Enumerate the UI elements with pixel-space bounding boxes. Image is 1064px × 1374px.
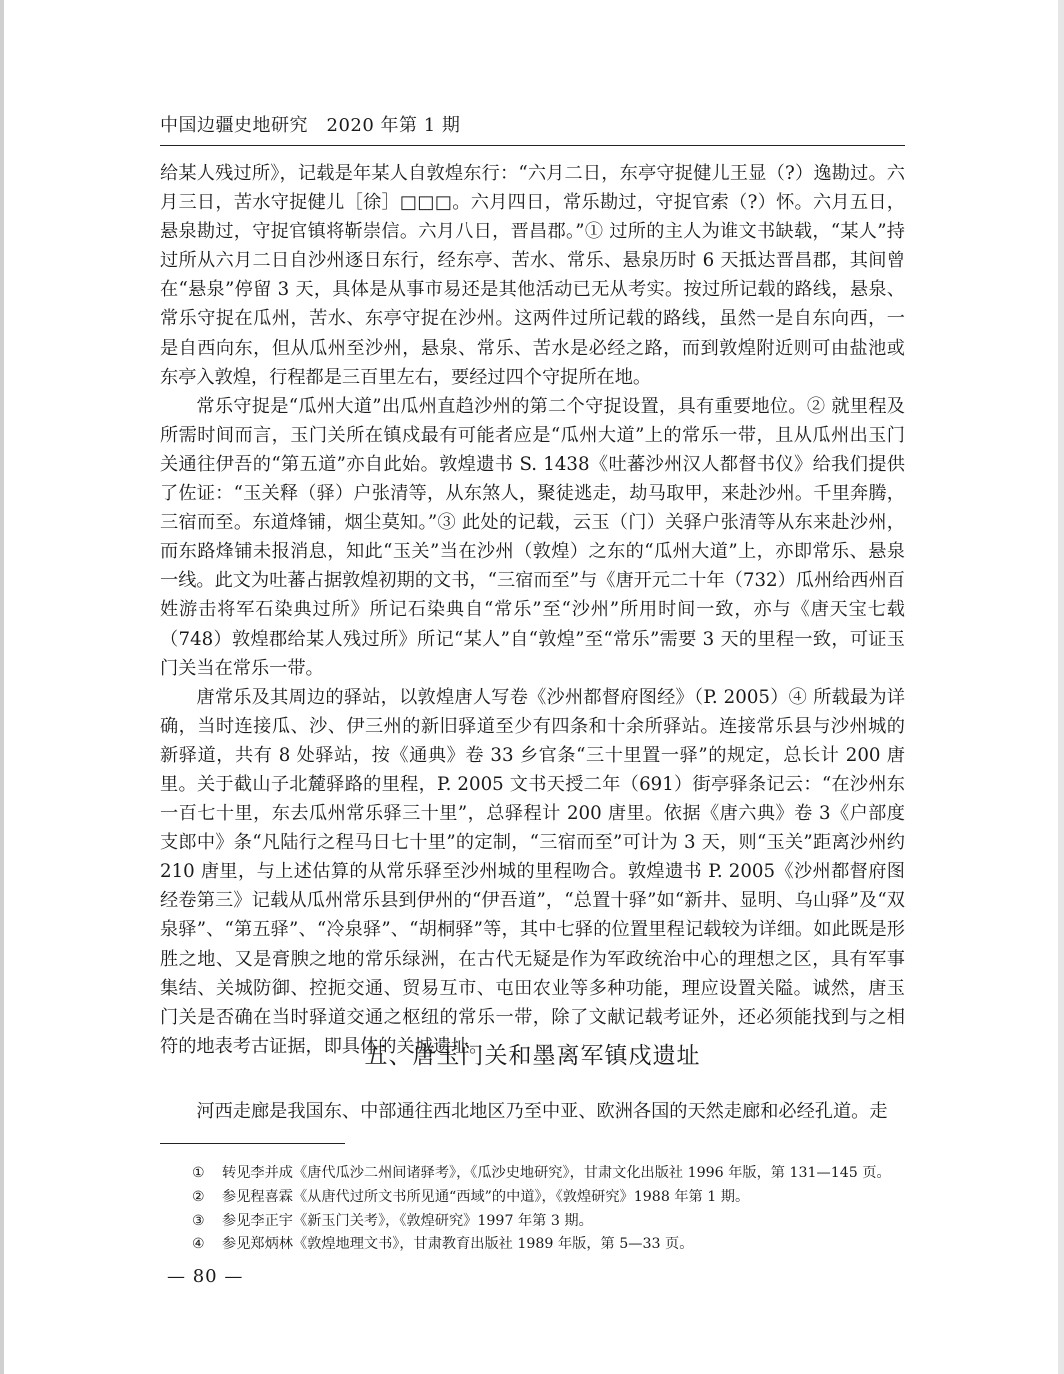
footnote-text: 参见郑炳林《敦煌地理文书》，甘肃教育出版社 1989 年版，第 5—33 页。 — [222, 1236, 694, 1253]
footnote-mark: ① — [192, 1165, 205, 1181]
section-first-paragraph: 河西走廊是我国东、中部通往西北地区乃至中亚、欧洲各国的天然走廊和必经孔道。走 — [196, 1101, 888, 1122]
footnote-mark: ② — [192, 1188, 205, 1205]
footnote-text: 转见李并成《唐代瓜沙二州间诸驿考》，《瓜沙史地研究》，甘肃文化出版社 1996 年版，第 131—145 页。 — [222, 1165, 891, 1181]
running-head: 中国边疆史地研究 2020 年第 1 期 — [160, 115, 461, 136]
page-right-edge — [1058, 0, 1064, 1374]
page-left-edge — [0, 0, 4, 1374]
body-text — [160, 159, 905, 1061]
paragraph-1: 给某人残过所》，记载是年某人自敦煌东行：“六月二日，东亭守捉健儿王显（?）逸勘过。六月三日，苦水守捉健儿［徐］□□□。六月四日，常乐勘过，守捉官索（?）怀。六月五日，悬泉勘过，守捉官镇将靳崇信。六月八日，晋昌郡。”① 过所的主人为谁文书缺载，“某人”持过所从六月二日自沙州逐日东行，经东亭、苦水、常乐、悬泉历时 6 天抵达晋昌郡，其间曾在“悬泉”停留 3 天，具体是从事市易还是其他活动已无从考实。按过所记载的路线，悬泉、常乐守捉在瓜州，苦水、东亭守捉在沙州。这两件过所记载的路线，虽然一是自东向西，一是自西向东，但从瓜州至沙州，悬泉、常乐、苦水是必经之路，而到敦煌附近则可由盐池或东亭入敦煌，行程都是三百里左右，要经过四个守捉所在地。 — [160, 163, 905, 388]
footnote-text: 参见李正宇《新玉门关考》，《敦煌研究》1997 年第 3 期。 — [222, 1212, 593, 1229]
footnote-mark: ③ — [192, 1212, 205, 1229]
paragraph-3: 唐常乐及其周边的驿站，以敦煌唐人写卷《沙州都督府图经》（P. 2005）④ 所载最为详确，当时连接瓜、沙、伊三州的新旧驿道至少有四条和十余所驿站。连接常乐县与沙州城的新驿道，共有 8 处驿站，按《通典》卷 33 乡官条“三十里置一驿”的规定，总长计 200 唐里。关于截山子北麓驿路的里程，P. 2005 文书天授二年（691）街亭驿条记云：“在沙州东一百七十里，东去瓜州常乐驿三十里”，总驿程计 200 唐里。依据《唐六典》卷 3《户部度支郎中》条“凡陆行之程马日七十里”的定制，“三宿而至”可计为 3 天，则“玉关”距离沙州约 210 唐里，与上述估算的从常乐驿至沙州城的里程吻合。敦煌遗书 P. 2005《沙州都督府图经卷第三》记载从瓜州常乐县到伊州的“伊吾道”，“总置十驿”如“新井、显明、乌山驿”及“双泉驿”、“第五驿”、“冷泉驿”、“胡桐驿”等，其中七驿的位置里程记载较为详细。如此既是形胜之地、又是膏腴之地的常乐绿洲，在古代无疑是作为军政统治中心的理想之区，具有军事集结、关城防御、控扼交通、贸易互市、屯田农业等多种功能，理应设置关隘。诚然，唐玉门关是否确在当时驿道交通之枢纽的常乐一带，除了文献记载考证外，还必须能找到与之相符的地表考古证据，即具体的关城遗址。 — [160, 686, 905, 1057]
header-rule — [160, 145, 905, 146]
section-heading: 五、唐玉门关和墨离军镇戍遗址 — [364, 1043, 701, 1069]
footnote-mark: ④ — [192, 1236, 205, 1253]
footnotes — [192, 1162, 905, 1257]
footnote-text: 参见程喜霖《从唐代过所文书所见通“西域”的中道》，《敦煌研究》1988 年第 1 期。 — [222, 1188, 750, 1205]
footnote-rule — [160, 1143, 345, 1144]
footnote-3 — [192, 1210, 905, 1234]
footnote-1 — [192, 1162, 905, 1186]
page-number: — 80 — — [167, 1266, 244, 1287]
paragraph-2: 常乐守捉是“瓜州大道”出瓜州直趋沙州的第二个守捉设置，具有重要地位。② 就里程及所需时间而言，玉门关所在镇戍最有可能者应是“瓜州大道”上的常乐一带，且从瓜州出玉门关通往伊吾的“第五道”亦自此始。敦煌遗书 S. 1438《吐蕃沙州汉人都督书仪》给我们提供了佐证：“玉关释（驿）户张清等，从东煞人，聚徒逃走，劫马取甲，来赴沙州。千里奔腾，三宿而至。东道烽铺，烟尘莫知。”③ 此处的记载，云玉（门）关驿户张清等从东来赴沙州，而东路烽铺未报消息，知此“玉关”当在沙州（敦煌）之东的“瓜州大道”上，亦即常乐、悬泉一线。此文为吐蕃占据敦煌初期的文书，“三宿而至”与《唐开元二十年（732）瓜州给西州百姓游击将军石染典过所》所记石染典自“常乐”至“沙州”所用时间一致，亦与《唐天宝七载（748）敦煌郡给某人残过所》所记“某人”自“敦煌”至“常乐”需要 3 天的里程一致，可证玉门关当在常乐一带。 — [160, 395, 905, 679]
footnote-2 — [192, 1186, 905, 1210]
footnote-4 — [192, 1233, 905, 1257]
